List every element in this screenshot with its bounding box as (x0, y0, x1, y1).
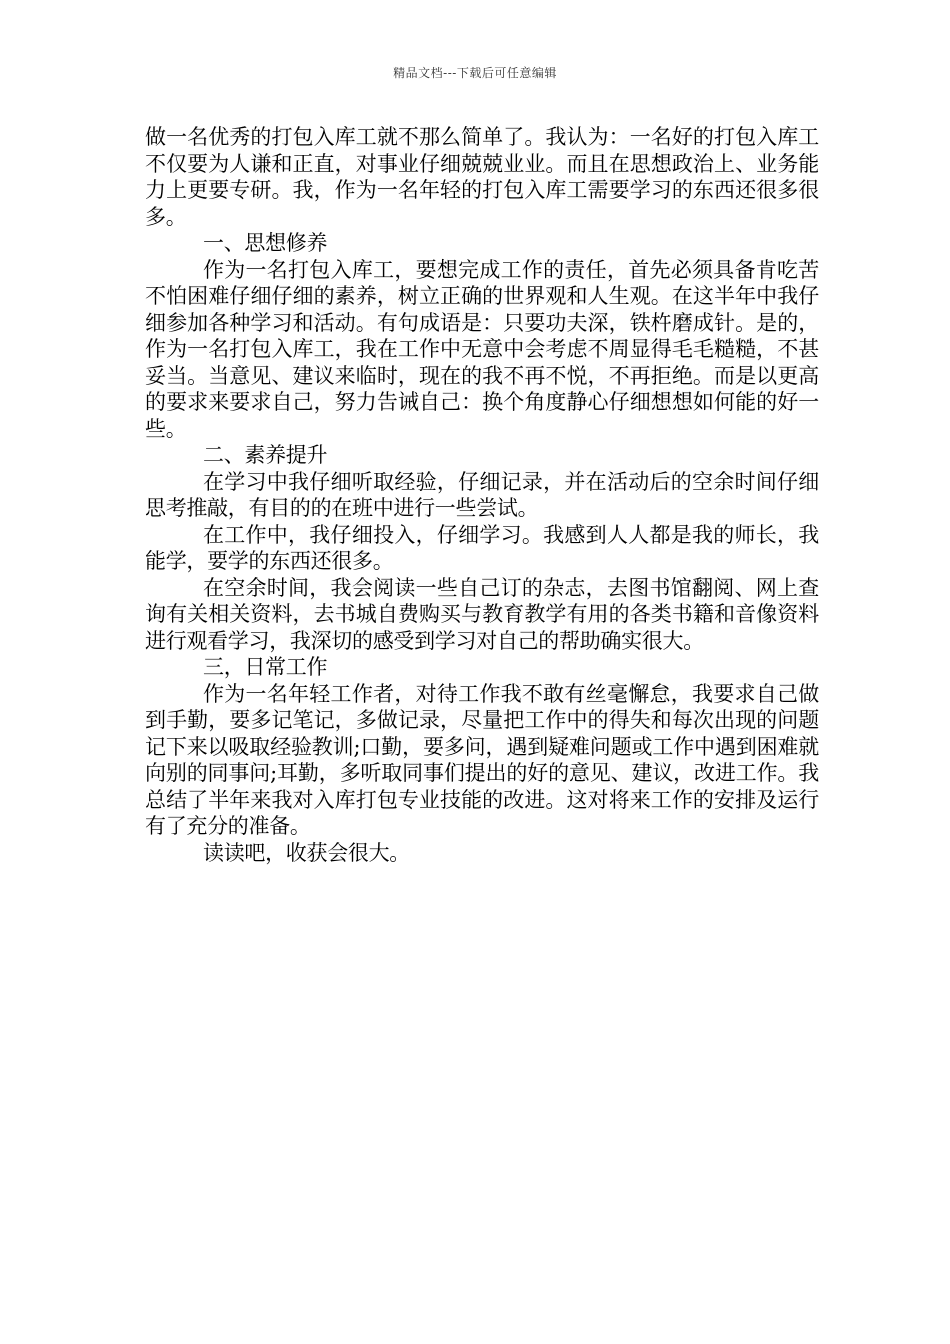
paragraph-ideology: 作为一名打包入库工，要想完成工作的责任，首先必须具备肯吃苦不怕困难仔细仔细的素养，树立正确的世界观和人生观。在这半年中我仔细参加各种学习和活动。有句成语是：只要功夫深，铁杵磨成针。是的，作为一名打包入库工，我在工作中无意中会考虑不周显得毛毛糙糙，不甚妥当。当意见、建议来临时，现在的我不再不悦，不再拒绝。而是以更高的要求来要求自己，努力告诫自己：换个角度静心仔细想想如何能的好一些。 (145, 257, 819, 441)
paragraph-daily-work: 作为一名年轻工作者，对待工作我不敢有丝毫懈怠，我要求自己做到手勤，要多记笔记，多做记录，尽量把工作中的得失和每次出现的问题记下来以吸取经验教训;口勤，要多问，遇到疑难问题或工作中遇到困难就向别的同事问;耳勤，多听取同事们提出的好的意见、建议，改进工作。我总结了半年来我对入库打包专业技能的改进。这对将来工作的安排及运行有了充分的准备。 (145, 681, 819, 838)
section-heading-ideology: 一、思想修养 (203, 231, 328, 255)
paragraph-quality-spare-time: 在空余时间，我会阅读一些自己订的杂志，去图书馆翻阅、网上查询有关相关资料，去书城自费购买与教育教学有用的各类书籍和音像资料进行观看学习，我深切的感受到学习对自己的帮助确实很大。 (145, 575, 819, 653)
paragraph-quality-study: 在学习中我仔细听取经验，仔细记录，并在活动后的空余时间仔细思考推敲，有目的的在班中进行一些尝试。 (145, 469, 819, 520)
paragraph-quality-work: 在工作中，我仔细投入，仔细学习。我感到人人都是我的师长，我能学，要学的东西还很多。 (145, 522, 819, 573)
paragraph-closing: 读读吧，收获会很大。 (203, 840, 410, 865)
section-heading-daily-work: 三，日常工作 (203, 655, 328, 679)
page-header: 精品文档---下载后可任意编辑 (393, 66, 557, 80)
paragraph-intro: 做一名优秀的打包入库工就不那么简单了。我认为：一名好的打包入库工不仅要为人谦和正直，对事业仔细兢兢业业。而且在思想政治上、业务能力上更要专研。我，作为一名年轻的打包入库工需要学习的东西还很多很多。 (145, 125, 819, 229)
document-body (145, 124, 819, 866)
section-heading-quality: 二、素养提升 (203, 443, 328, 467)
